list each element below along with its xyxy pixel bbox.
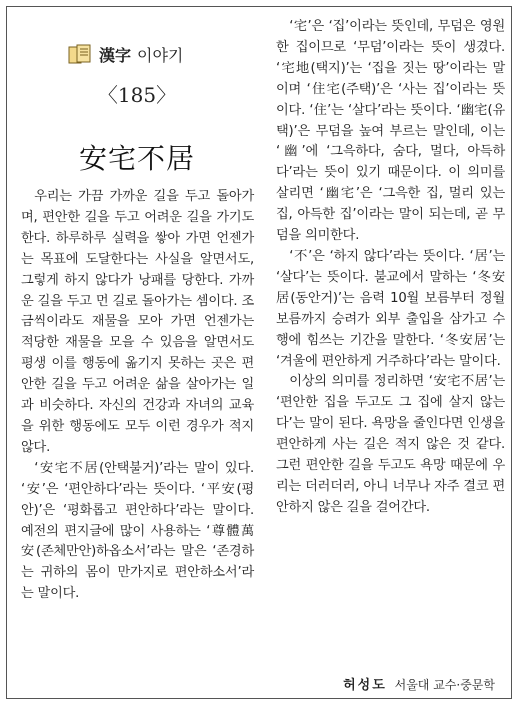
article-title: 安宅不居: [78, 142, 195, 175]
series-number: 〈185〉: [97, 83, 177, 107]
body-paragraph: 우리는 가끔 가까운 길을 두고 돌아가며, 편안한 길을 두고 어려운 길을 가기도 한다. 하루하루 실력을 쌓아 가면 언젠가는 목표에 도달한다는 사실을 알면서도, 그렇게 하지 않다가 낭패를 당한다. 가까운 길을 두고 먼 길로 돌아가는 셈이다. 조금씩이라도 재물을 모아 가면 언젠가는 적당한 재물을 모을 수 있음을 알면서도 평생 이를 행동에 옮기지 못하는 곳은 편안한 길을 두고 어려운 삶을 살아가는 일과 비슷하다. 자신의 건강과 자녀의 교육을 위한 행동에도 모두 이런 경우가 적지 않다.: [21, 189, 254, 455]
left-column: [21, 187, 254, 605]
section-suffix: 이야기: [137, 46, 184, 65]
article-frame: [6, 6, 512, 699]
right-column: [276, 17, 505, 519]
body-paragraph: ‘不’은 ‘하지 않다’라는 뜻이다. ‘居’는 ‘살다’는 뜻이다. 불교에서 말하는 ‘冬安居(동안거)’는 음력 10월 보름부터 정월 보름까지 승려가 외부 출입을 삼가고 수행에 힘쓰는 기간을 말한다. ‘冬安居’는 ‘겨울에 편안하게 거주하다’라는 말이다.: [276, 248, 505, 369]
author-name: 허성도: [343, 678, 387, 693]
body-paragraph: 이상의 의미를 정리하면 ‘安宅不居’는 ‘편안한 집을 두고도 그 집에 살지 않는다’는 말이 된다. 욕망을 줄인다면 인생을 편안하게 사는 길은 적지 않은 것 같다. 그런 편안한 길을 두고도 욕망 때문에 우리는 더러더러, 아니 너무나 자주 결코 편안하지 않은 길을 걸어간다.: [276, 374, 505, 515]
book-icon: [67, 44, 93, 66]
column-header: [67, 43, 183, 66]
body-paragraph: ‘安宅不居(안택불거)’라는 말이 있다. ‘安’은 ‘편안하다’라는 뜻이다. ‘平安(평안)’은 ‘평화롭고 편안하다’라는 말이다. 예전의 편지글에 많이 사용하는 ‘尊體萬安(존체만안)하옵소서’라는 말은 ‘존경하는 귀하의 몸이 만가지로 편안하소서’라는 말이다.: [21, 460, 254, 602]
section-label: 漢字: [99, 46, 132, 65]
byline: [343, 674, 495, 693]
body-paragraph: ‘宅’은 ‘집’이라는 뜻인데, 무덤은 영원한 집이므로 ‘무덤’이라는 뜻이 생겼다. ‘宅地(택지)’는 ‘집을 짓는 땅’이라는 말이며 ‘住宅(주택)’은 ‘사는 집’이라는 뜻이다. ‘住’는 ‘살다’라는 뜻이다. ‘幽宅(유택)’은 무덤을 높여 부르는 말인데, 이는 ‘幽’에 ‘그윽하다, 숨다, 멀다, 아득하다’라는 뜻이 있기 때문이다. 이 의미를 살리면 ‘幽宅’은 ‘그윽한 집, 멀리 있는 집, 아득한 집’이라는 말이 되는데, 곧 무덤을 의미한다.: [276, 19, 505, 244]
author-affiliation: 서울대 교수·중문학: [394, 678, 495, 692]
